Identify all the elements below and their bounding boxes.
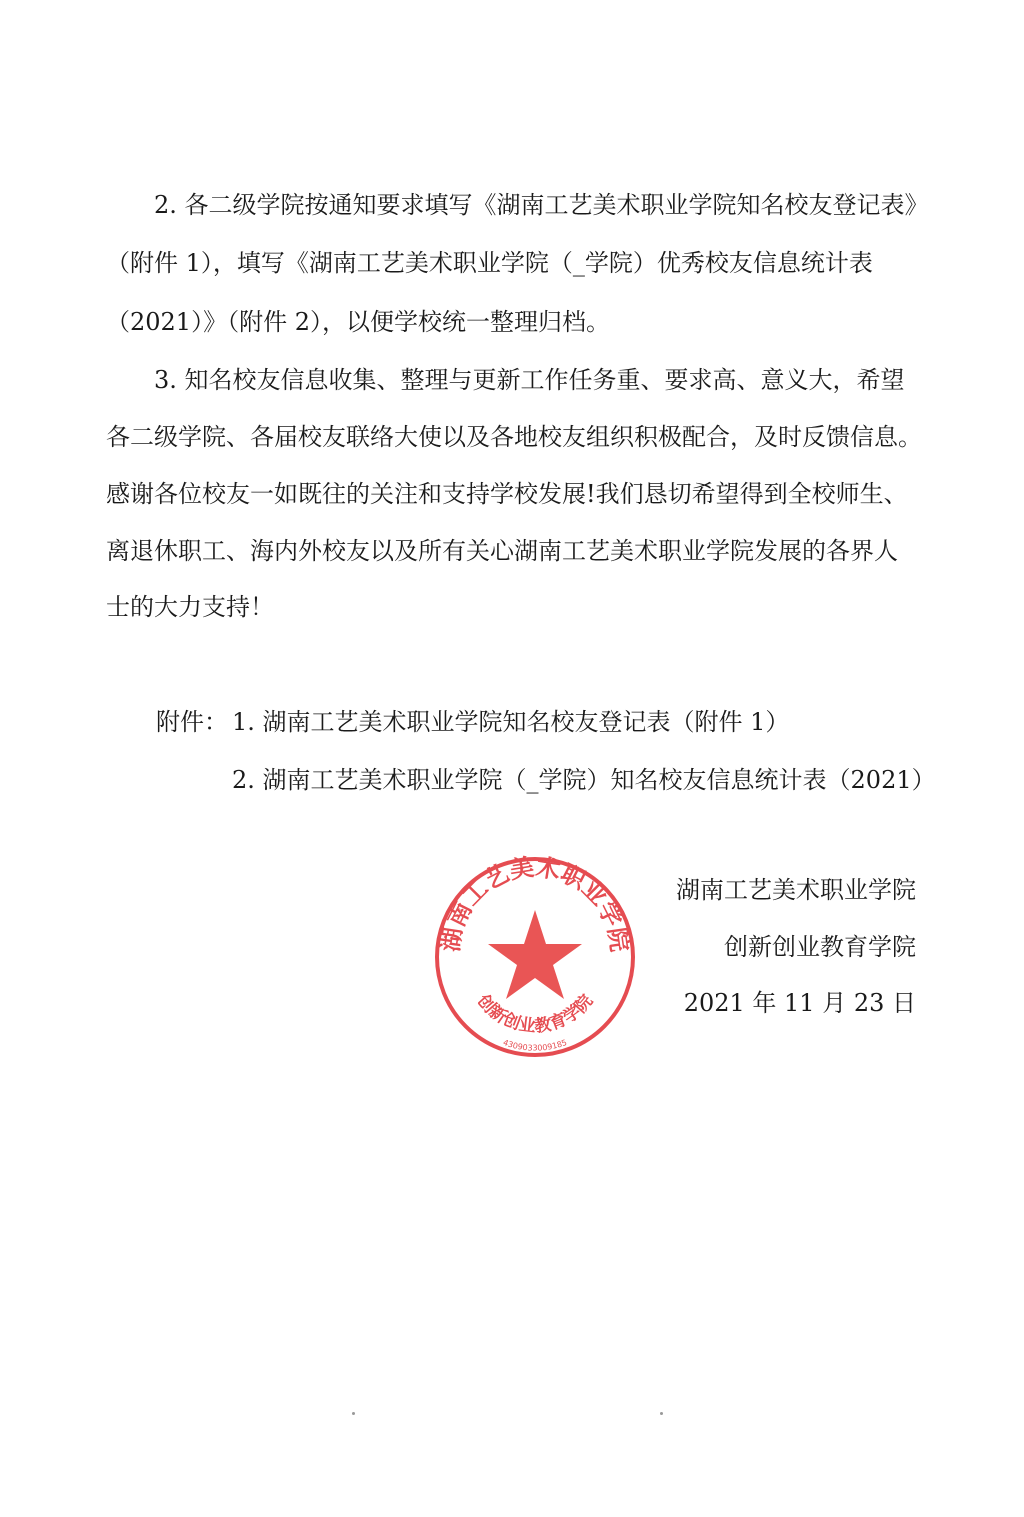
paragraph-2-line-2: （附件 1），填写《湖南工艺美术职业学院（_学院）优秀校友信息统计表 (106, 249, 873, 277)
attachment-item-2: 2. 湖南工艺美术职业学院（_学院）知名校友信息统计表（2021） (232, 766, 936, 794)
svg-text:4309033009185: 4309033009185 (501, 1037, 569, 1053)
svg-text:创新创业教育学院: 创新创业教育学院 (472, 991, 598, 1037)
scan-speck (660, 1412, 663, 1415)
signature-department: 创新创业教育学院 (724, 933, 916, 961)
paragraph-2-line-3: （2021）》（附件 2），以便学校统一整理归档。 (106, 308, 610, 336)
attachment-item-1: 1. 湖南工艺美术职业学院知名校友登记表（附件 1） (232, 708, 790, 736)
paragraph-2-line-1: 2. 各二级学院按通知要求填写《湖南工艺美术职业学院知名校友登记表》 (154, 191, 929, 219)
svg-text:湖南工艺美术职业学院: 湖南工艺美术职业学院 (436, 853, 634, 954)
paragraph-3-line-1: 3. 知名校友信息收集、整理与更新工作任务重、要求高、意义大，希望 (154, 366, 905, 394)
paragraph-3-line-2: 各二级学院、各届校友联络大使以及各地校友组织积极配合，及时反馈信息。 (106, 423, 922, 451)
signature-date: 2021 年 11 月 23 日 (683, 989, 916, 1017)
paragraph-3-line-3: 感谢各位校友一如既往的关注和支持学校发展!我们恳切希望得到全校师生、 (106, 480, 908, 508)
scan-speck (352, 1412, 355, 1415)
star-icon (488, 910, 582, 999)
signature-organization: 湖南工艺美术职业学院 (676, 876, 916, 904)
official-seal (430, 852, 640, 1062)
paragraph-3-line-4: 离退休职工、海内外校友以及所有关心湖南工艺美术职业学院发展的各界人 (106, 537, 898, 565)
attachments-label: 附件： (156, 708, 228, 736)
paragraph-3-line-5: 士的大力支持！ (106, 593, 274, 621)
